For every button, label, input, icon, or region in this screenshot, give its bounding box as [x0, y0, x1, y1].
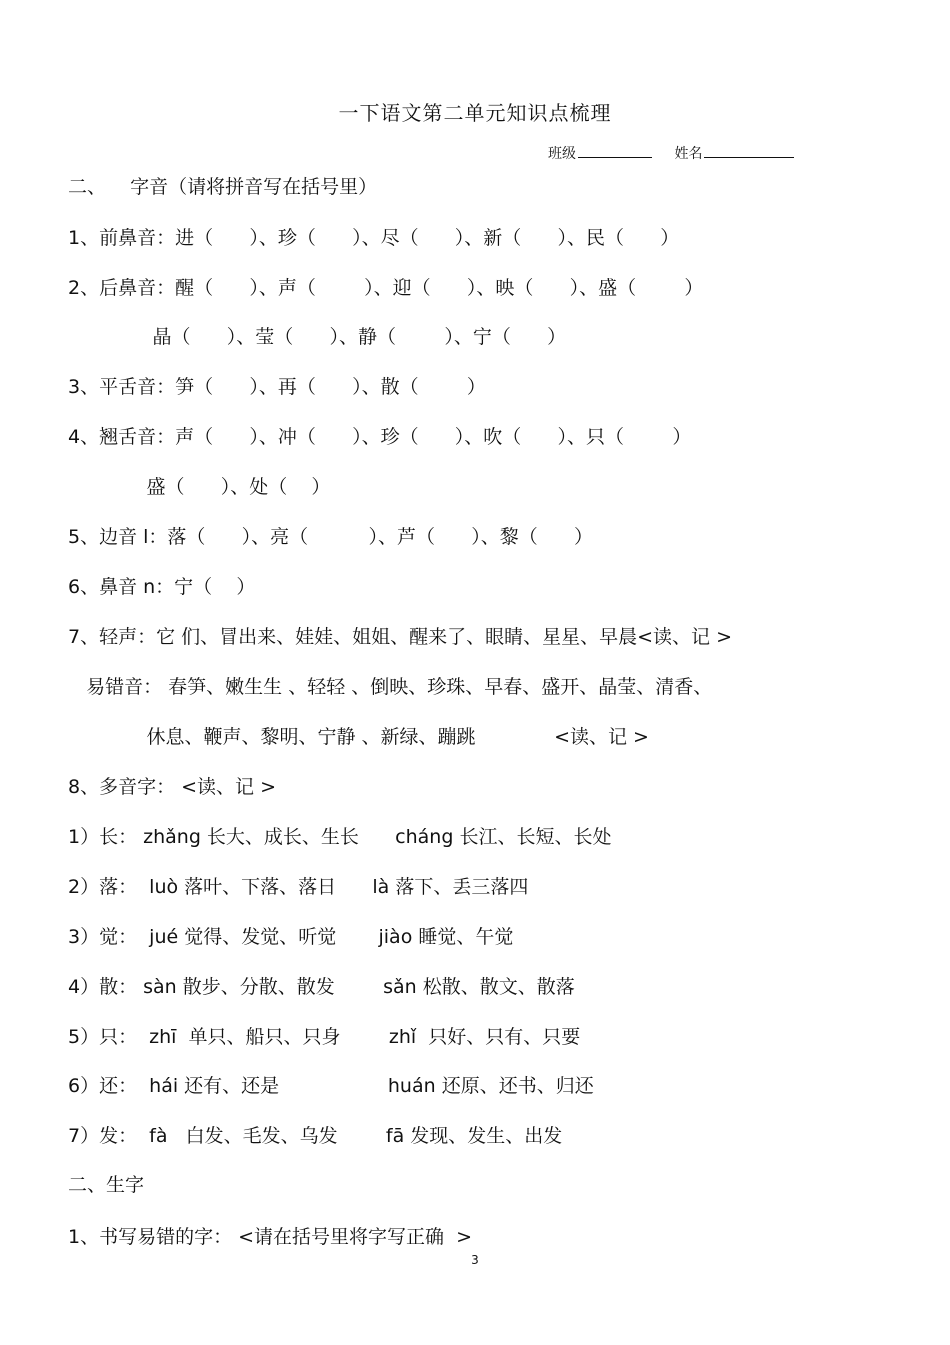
list-item: 7、轻声：它 们、冒出来、娃娃、姐姐、醒来了、眼睛、星星、早晨<读、记 >	[68, 626, 733, 648]
list-item: 3、平舌音：笋（ ）、再（ ）、散（ ）	[68, 376, 486, 398]
list-item: 1）长： zhǎng 长大、成长、生长 cháng 长江、长短、长处	[68, 826, 612, 848]
page-number: 3	[471, 1253, 479, 1267]
list-item: 2、后鼻音：醒（ ）、声（ ）、迎（ ）、映（ ）、盛（ ）	[68, 277, 704, 299]
section-heading-characters: 二、生字	[68, 1174, 145, 1196]
list-item: 晶（ ）、莹（ ）、静（ ）、宁（ ）	[68, 326, 567, 348]
list-item: 6）还： hái 还有、还是 huán 还原、还书、归还	[68, 1075, 594, 1097]
list-item: 4）散： sàn 散步、分散、散发 sǎn 松散、散文、散落	[68, 976, 575, 998]
list-item: 休息、鞭声、黎明、宁静 、新绿、蹦跳 <读、记 >	[68, 726, 649, 748]
student-info	[548, 143, 794, 163]
section-heading-pronunciation: 二、 字音（请将拼音写在括号里）	[68, 176, 378, 198]
list-item: 2）落： luò 落叶、下落、落日 là 落下、丢三落四	[68, 876, 529, 898]
name-label: 姓名	[674, 146, 703, 162]
list-item: 3）觉： jué 觉得、发觉、听觉 jiào 睡觉、午觉	[68, 926, 514, 948]
list-item: 1、前鼻音：进（ ）、珍（ ）、尽（ ）、新（ ）、民（ ）	[68, 227, 680, 249]
list-item: 5）只： zhī 单只、船只、只身 zhǐ 只好、只有、只要	[68, 1026, 581, 1048]
list-item: 5、边音 l：落（ ）、亮（ ）、芦（ ）、黎（ ）	[68, 526, 594, 548]
list-item: 易错音： 春笋、嫩生生 、轻轻 、倒映、珍珠、早春、盛开、晶莹、清香、	[68, 676, 713, 698]
list-item: 盛（ ）、处（ ）	[68, 476, 331, 498]
list-item: 7）发： fà 白发、毛发、乌发 fā 发现、发生、出发	[68, 1125, 563, 1147]
name-blank	[704, 143, 794, 158]
list-item: 6、鼻音 n：宁（ ）	[68, 576, 256, 598]
page-title: 一下语文第二单元知识点梳理	[338, 101, 612, 125]
list-item: 4、翘舌音：声（ ）、冲（ ）、珍（ ）、吹（ ）、只（ ）	[68, 426, 692, 448]
class-blank	[578, 143, 652, 158]
list-item: 8、多音字： <读、记 >	[68, 776, 277, 798]
class-label: 班级	[548, 146, 576, 162]
list-item: 1、书写易错的字： <请在括号里将字写正确 >	[68, 1226, 473, 1248]
